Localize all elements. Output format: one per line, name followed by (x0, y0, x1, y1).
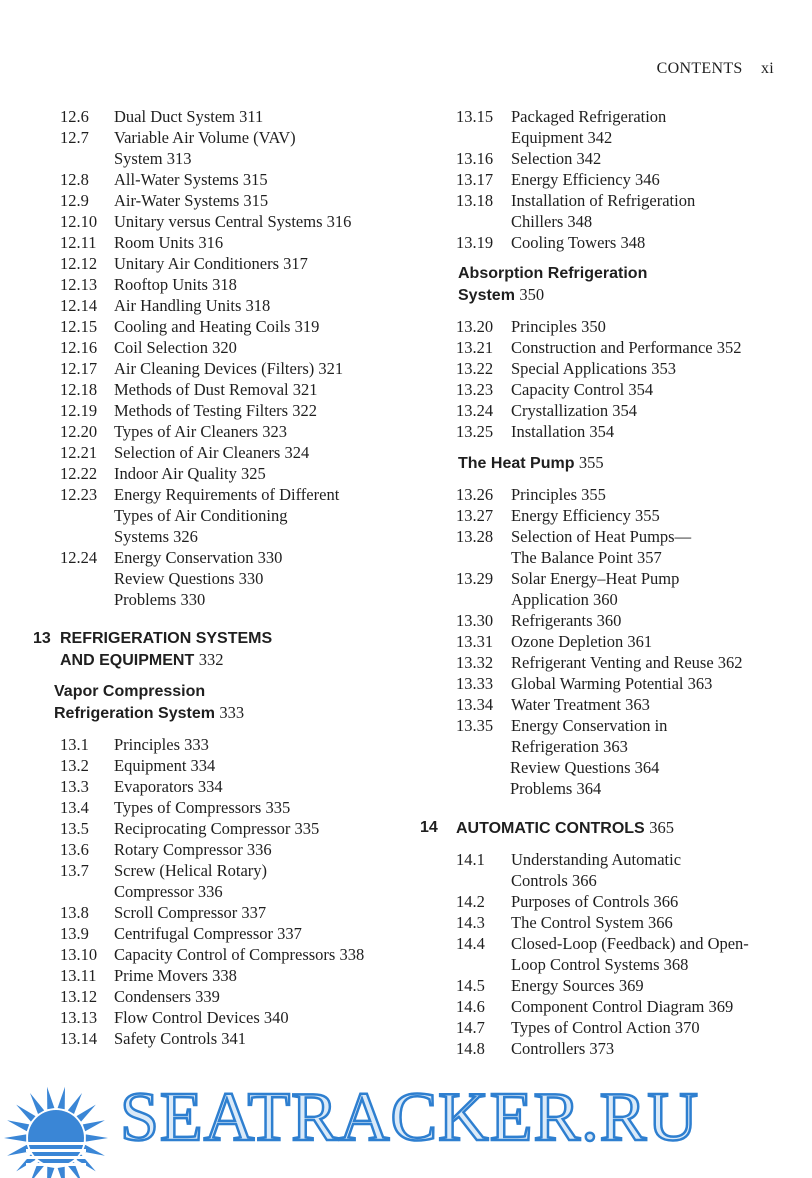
toc-entry-number: 13.17 (456, 170, 494, 189)
toc-entry-title (114, 923, 420, 944)
toc-entry-number: 12.10 (60, 212, 98, 231)
toc-entry (456, 933, 786, 975)
toc-entry (456, 891, 786, 912)
toc-entry-line: Types of Compressors 335 (114, 798, 291, 817)
toc-entry-title (511, 568, 786, 610)
toc-entry-number: 13.12 (60, 987, 98, 1006)
toc-entry (456, 148, 786, 169)
toc-entry-line: Room Units 316 (114, 233, 224, 252)
toc-entry (60, 274, 420, 295)
toc-entry-number: 13.18 (456, 191, 494, 210)
toc-entry (456, 358, 786, 379)
toc-entry-title (114, 190, 420, 211)
toc-entry-line: Compressor 336 (114, 882, 223, 901)
toc-entry-title (114, 986, 420, 1007)
toc-entry-title (511, 694, 786, 715)
toc-entry-line: Energy Sources 369 (511, 976, 644, 995)
toc-entry-number: 13.23 (456, 380, 494, 399)
toc-entry-number: 13.33 (456, 674, 494, 693)
toc-entry-number: 14.7 (456, 1018, 485, 1037)
toc-entry-title (114, 902, 420, 923)
toc-entry (60, 776, 420, 797)
toc-entry (60, 923, 420, 944)
toc-entry-line: Packaged Refrigeration (511, 107, 667, 126)
toc-entry-line: Crystallization 354 (511, 401, 638, 420)
toc-entry (456, 400, 786, 421)
toc-entry-line: Methods of Testing Filters 322 (114, 401, 317, 420)
watermark-text: SEATRACKER.RU (120, 1079, 699, 1156)
toc-entry-title (114, 484, 420, 547)
toc-entry-title (114, 965, 420, 986)
toc-entry-line: Chillers 348 (511, 212, 593, 231)
toc-entry-number: 14.4 (456, 934, 485, 953)
toc-entry-number: 13.2 (60, 756, 89, 775)
toc-entry-title (511, 421, 786, 442)
section-page: 355 (578, 453, 604, 472)
toc-entry-title (511, 505, 786, 526)
toc-entry-line: Controls 366 (511, 871, 597, 890)
section-title-line-2: Refrigeration System (54, 705, 215, 722)
toc-entry (456, 652, 786, 673)
toc-entry (60, 734, 420, 755)
toc-entry-title (114, 127, 420, 169)
toc-entry-number: 13.15 (456, 107, 494, 126)
toc-entry-number: 13.6 (60, 840, 89, 859)
toc-review-line: Review Questions 364 (510, 758, 660, 777)
toc-entry-title (511, 400, 786, 421)
toc-entry-line: Dual Duct System 311 (114, 107, 264, 126)
toc-entry-line: Refrigeration 363 (511, 737, 628, 756)
toc-entry-line: The Balance Point 357 (511, 548, 662, 567)
toc-entry-number: 13.13 (60, 1008, 98, 1027)
toc-entry (456, 337, 786, 358)
toc-entry-line: Variable Air Volume (VAV) (114, 128, 296, 147)
chapter-page: 365 (649, 818, 674, 837)
toc-entry (456, 169, 786, 190)
toc-entry-line: Energy Efficiency 346 (511, 170, 660, 189)
toc-entry (60, 965, 420, 986)
toc-entry (456, 849, 786, 891)
toc-entry (60, 400, 420, 421)
chapter-title-line-1: REFRIGERATION SYSTEMS (60, 630, 273, 647)
toc-entry-line: Capacity Control of Compressors 338 (114, 945, 365, 964)
toc-entry (60, 421, 420, 442)
toc-entry-number: 13.5 (60, 819, 89, 838)
section-heat-pump (458, 452, 786, 474)
toc-review-line: Problems 364 (510, 779, 602, 798)
toc-entry-title (511, 484, 786, 505)
toc-entry-number: 14.2 (456, 892, 485, 911)
toc-entry-number: 13.20 (456, 317, 494, 336)
toc-entry (456, 484, 786, 505)
toc-entry-number: 13.24 (456, 401, 494, 420)
toc-entry-title (511, 1038, 786, 1059)
chapter-13-heading (33, 628, 420, 671)
toc-entry-line: Safety Controls 341 (114, 1029, 246, 1048)
toc-entry (456, 694, 786, 715)
toc-entry-title (114, 944, 420, 965)
toc-entry (60, 442, 420, 463)
toc-entry (60, 547, 420, 568)
toc-entry-line: Energy Conservation 330 (114, 548, 283, 567)
toc-entry-number: 13.4 (60, 798, 89, 817)
toc-entry-number: 13.28 (456, 527, 494, 546)
toc-entry-line: Screw (Helical Rotary) (114, 861, 268, 880)
toc-entry-title (511, 912, 786, 933)
toc-entry-title (114, 1028, 420, 1049)
toc-entry-title (511, 715, 786, 757)
toc-entry-line: Principles 350 (511, 317, 606, 336)
toc-review-line: Problems 330 (114, 590, 206, 609)
section-vapor-compression (54, 681, 420, 724)
toc-entry-line: Component Control Diagram 369 (511, 997, 734, 1016)
toc-entry (60, 463, 420, 484)
toc-entry-line: Installation 354 (511, 422, 615, 441)
toc-entry-number: 13.30 (456, 611, 494, 630)
toc-entry-line: Construction and Performance 352 (511, 338, 742, 357)
toc-entry-title (114, 734, 420, 755)
toc-entry-title (511, 975, 786, 996)
toc-entry (60, 902, 420, 923)
toc-entry-line: Controllers 373 (511, 1039, 615, 1058)
toc-entry-line: Energy Requirements of Different (114, 485, 340, 504)
toc-entry-title (114, 295, 420, 316)
toc-entry-title (114, 379, 420, 400)
toc-entry (60, 1007, 420, 1028)
toc-entry-line: Refrigerant Venting and Reuse 362 (511, 653, 743, 672)
toc-entry-number: 13.19 (456, 233, 494, 252)
toc-entry-line: Selection 342 (511, 149, 602, 168)
toc-entry (60, 797, 420, 818)
chapter-title (456, 817, 674, 839)
toc-entry-title (511, 526, 786, 568)
toc-entry-line: Types of Air Conditioning (114, 506, 288, 525)
toc-entry (60, 755, 420, 776)
toc-entry-number: 12.24 (60, 548, 98, 567)
toc-entry-title (114, 1007, 420, 1028)
section-page: 350 (519, 285, 545, 304)
toc-entry (60, 1028, 420, 1049)
toc-entry (60, 253, 420, 274)
toc-entry (456, 190, 786, 232)
toc-entry-line: Cooling and Heating Coils 319 (114, 317, 320, 336)
running-head (643, 60, 774, 78)
toc-entry-title (114, 316, 420, 337)
toc-entry-number: 12.9 (60, 191, 89, 210)
toc-entry-title (114, 463, 420, 484)
toc-entry-title (114, 547, 420, 568)
right-entries-c (456, 484, 786, 757)
toc-entry-title (511, 190, 786, 232)
toc-entry-title (114, 274, 420, 295)
toc-entry-line: Air Handling Units 318 (114, 296, 271, 315)
toc-entry-line: Capacity Control 354 (511, 380, 654, 399)
right-tail (456, 757, 786, 799)
toc-entry-title (114, 106, 420, 127)
toc-entry-number: 12.23 (60, 485, 98, 504)
toc-entry-line: Evaporators 334 (114, 777, 223, 796)
left-column (33, 106, 420, 1049)
toc-entry-line: Scroll Compressor 337 (114, 903, 267, 922)
right-entries-a (456, 106, 786, 253)
left-entries-a (60, 106, 420, 568)
toc-review-line: Review Questions 330 (114, 569, 264, 588)
toc-entry (60, 839, 420, 860)
toc-entry-line: Unitary Air Conditioners 317 (114, 254, 308, 273)
toc-entry-title (511, 891, 786, 912)
toc-entry (60, 232, 420, 253)
toc-entry-number: 13.1 (60, 735, 89, 754)
toc-entry-title (114, 400, 420, 421)
toc-entry (60, 127, 420, 169)
toc-entry (456, 421, 786, 442)
toc-entry-number: 14.3 (456, 913, 485, 932)
toc-entry-number: 12.18 (60, 380, 98, 399)
toc-entry-number: 13.31 (456, 632, 494, 651)
toc-entry (60, 860, 420, 902)
toc-entry-line: Air-Water Systems 315 (114, 191, 269, 210)
toc-entry (60, 316, 420, 337)
toc-entry (456, 631, 786, 652)
toc-entry-title (114, 776, 420, 797)
toc-entry-title (114, 797, 420, 818)
toc-entry-title (511, 106, 786, 148)
toc-entry-number: 13.3 (60, 777, 89, 796)
toc-entry-line: Selection of Air Cleaners 324 (114, 443, 310, 462)
toc-entry-number: 12.8 (60, 170, 89, 189)
toc-entry-line: Installation of Refrigeration (511, 191, 696, 210)
toc-entry (456, 673, 786, 694)
toc-entry-number: 13.35 (456, 716, 494, 735)
toc-entry-number: 13.34 (456, 695, 494, 714)
toc-entry-title (511, 996, 786, 1017)
toc-entry-title (511, 169, 786, 190)
toc-entry-title (511, 673, 786, 694)
toc-entry (456, 1038, 786, 1059)
toc-entry-title (511, 232, 786, 253)
chapter-14-heading (420, 817, 786, 839)
toc-entry-line: Flow Control Devices 340 (114, 1008, 289, 1027)
toc-entry-line: Coil Selection 320 (114, 338, 237, 357)
toc-entry-number: 14.8 (456, 1039, 485, 1058)
section-title: The Heat Pump (458, 455, 575, 472)
toc-entry-number: 12.14 (60, 296, 98, 315)
toc-entry (456, 996, 786, 1017)
toc-entry-line: Methods of Dust Removal 321 (114, 380, 318, 399)
toc-entry-number: 14.1 (456, 850, 485, 869)
toc-entry (60, 379, 420, 400)
toc-entry-number: 12.13 (60, 275, 98, 294)
chapter-number: 13 (33, 630, 51, 647)
toc-entry-number: 12.6 (60, 107, 89, 126)
toc-entry (456, 232, 786, 253)
toc-entry (456, 568, 786, 610)
toc-entry (456, 1017, 786, 1038)
toc-entry-number: 12.12 (60, 254, 98, 273)
toc-entry-title (511, 652, 786, 673)
toc-entry-number: 13.7 (60, 861, 89, 880)
toc-entry-line: Reciprocating Compressor 335 (114, 819, 320, 838)
chapter-page: 332 (198, 650, 224, 669)
toc-entry-line: Equipment 334 (114, 756, 216, 775)
toc-entry-number: 13.11 (60, 966, 97, 985)
toc-entry-line: Ozone Depletion 361 (511, 632, 653, 651)
toc-entry-number: 12.19 (60, 401, 98, 420)
toc-entry-line: Selection of Heat Pumps— (511, 527, 692, 546)
toc-entry-line: Rooftop Units 318 (114, 275, 237, 294)
toc-entry-number: 12.21 (60, 443, 98, 462)
right-entries-b (456, 316, 786, 442)
toc-entry-number: 13.22 (456, 359, 494, 378)
toc-entry (456, 975, 786, 996)
toc-entry-title (511, 1017, 786, 1038)
toc-entry-number: 12.16 (60, 338, 98, 357)
toc-entry-line: Condensers 339 (114, 987, 220, 1006)
toc-entry-line: Loop Control Systems 368 (511, 955, 689, 974)
toc-entry-number: 13.29 (456, 569, 494, 588)
right-entries-d (456, 849, 786, 1059)
toc-entry-title (511, 933, 786, 975)
toc-entry-title (511, 610, 786, 631)
toc-entry-line: Centrifugal Compressor 337 (114, 924, 302, 943)
toc-entry-title (511, 148, 786, 169)
toc-entry (456, 715, 786, 757)
toc-entry-line: System 313 (114, 149, 192, 168)
toc-entry-number: 14.6 (456, 997, 485, 1016)
toc-entry (60, 358, 420, 379)
header-page-number: xi (760, 60, 774, 77)
toc-entry-number: 13.27 (456, 506, 494, 525)
toc-entry (456, 912, 786, 933)
toc-entry-number: 13.9 (60, 924, 89, 943)
toc-entry-title (114, 818, 420, 839)
toc-entry-line: Special Applications 353 (511, 359, 676, 378)
toc-entry-number: 12.11 (60, 233, 97, 252)
toc-entry-line: Rotary Compressor 336 (114, 840, 272, 859)
toc-entry (456, 526, 786, 568)
toc-entry-line: Application 360 (511, 590, 618, 609)
toc-entry-title (114, 337, 420, 358)
toc-entry-title (511, 337, 786, 358)
toc-entry-line: Types of Control Action 370 (511, 1018, 700, 1037)
toc-entry-line: Principles 333 (114, 735, 209, 754)
toc-entry-number: 13.32 (456, 653, 494, 672)
toc-entry-line: Energy Conservation in (511, 716, 668, 735)
section-title-line-2: System (458, 287, 515, 304)
toc-entry-line: Global Warming Potential 363 (511, 674, 713, 693)
toc-entry-number: 14.5 (456, 976, 485, 995)
toc-entry (60, 190, 420, 211)
toc-entry-line: Energy Efficiency 355 (511, 506, 660, 525)
toc-entry-line: Unitary versus Central Systems 316 (114, 212, 352, 231)
toc-entry (60, 295, 420, 316)
toc-entry-line: The Control System 366 (511, 913, 673, 932)
toc-entry (456, 379, 786, 400)
toc-entry-line: All-Water Systems 315 (114, 170, 268, 189)
toc-entry-line: Air Cleaning Devices (Filters) 321 (114, 359, 344, 378)
toc-entry-line: Indoor Air Quality 325 (114, 464, 266, 483)
toc-entry-title (511, 631, 786, 652)
toc-entry (456, 316, 786, 337)
toc-entry-title (114, 169, 420, 190)
toc-entry-line: Prime Movers 338 (114, 966, 237, 985)
toc-entry-title (511, 316, 786, 337)
toc-entry-line: Solar Energy–Heat Pump (511, 569, 680, 588)
chapter-number: 14 (420, 819, 438, 836)
section-title-line-1: Vapor Compression (54, 683, 206, 700)
toc-entry-line: Understanding Automatic (511, 850, 682, 869)
toc-entry-title (114, 839, 420, 860)
toc-entry (60, 337, 420, 358)
toc-entry (60, 106, 420, 127)
toc-entry-number: 13.10 (60, 945, 98, 964)
toc-entry-title (511, 849, 786, 891)
toc-entry-number: 12.15 (60, 317, 98, 336)
toc-entry-title (114, 442, 420, 463)
toc-entry-line: Principles 355 (511, 485, 606, 504)
toc-entry-number: 13.25 (456, 422, 494, 441)
chapter-title-line-2: AND EQUIPMENT (60, 652, 195, 669)
toc-entry-number: 13.21 (456, 338, 494, 357)
toc-entry-number: 13.14 (60, 1029, 98, 1048)
toc-entry-title (114, 211, 420, 232)
toc-entry-number: 13.8 (60, 903, 89, 922)
section-absorption (458, 263, 786, 306)
toc-entry-line: Cooling Towers 348 (511, 233, 646, 252)
section-title-line-1: Absorption Refrigeration (458, 265, 648, 282)
chapter-title (60, 628, 272, 671)
toc-entry-number: 12.20 (60, 422, 98, 441)
toc-entry (60, 944, 420, 965)
toc-entry-line: Equipment 342 (511, 128, 613, 147)
toc-entry-title (511, 358, 786, 379)
toc-entry-line: Water Treatment 363 (511, 695, 650, 714)
toc-entry-number: 12.22 (60, 464, 98, 483)
toc-entry-line: Purposes of Controls 366 (511, 892, 679, 911)
toc-entry (456, 610, 786, 631)
toc-entry (456, 106, 786, 148)
toc-entry-title (114, 232, 420, 253)
toc-entry-title (114, 421, 420, 442)
toc-entry-title (114, 755, 420, 776)
toc-entry-number: 13.16 (456, 149, 494, 168)
toc-entry-title (511, 379, 786, 400)
chapter-title-line-1: AUTOMATIC CONTROLS (456, 820, 645, 837)
toc-entry (60, 169, 420, 190)
toc-entry-number: 13.26 (456, 485, 494, 504)
header-title: CONTENTS (656, 60, 743, 77)
toc-entry (60, 986, 420, 1007)
toc-entry-line: Closed-Loop (Feedback) and Open- (511, 934, 749, 953)
right-column (420, 106, 786, 1059)
toc-entry (60, 484, 420, 547)
left-tail (60, 568, 420, 610)
toc-entry (60, 211, 420, 232)
toc-entry-title (114, 253, 420, 274)
toc-entry-line: Refrigerants 360 (511, 611, 622, 630)
section-page: 333 (219, 703, 245, 722)
toc-entry (60, 818, 420, 839)
toc-entry-number: 12.17 (60, 359, 98, 378)
toc-entry-number: 12.7 (60, 128, 89, 147)
left-entries-b (60, 734, 420, 1049)
toc-entry-line: Systems 326 (114, 527, 198, 546)
toc-entry-title (114, 860, 420, 902)
toc-entry-title (114, 358, 420, 379)
toc-entry-line: Types of Air Cleaners 323 (114, 422, 287, 441)
toc-entry (456, 505, 786, 526)
